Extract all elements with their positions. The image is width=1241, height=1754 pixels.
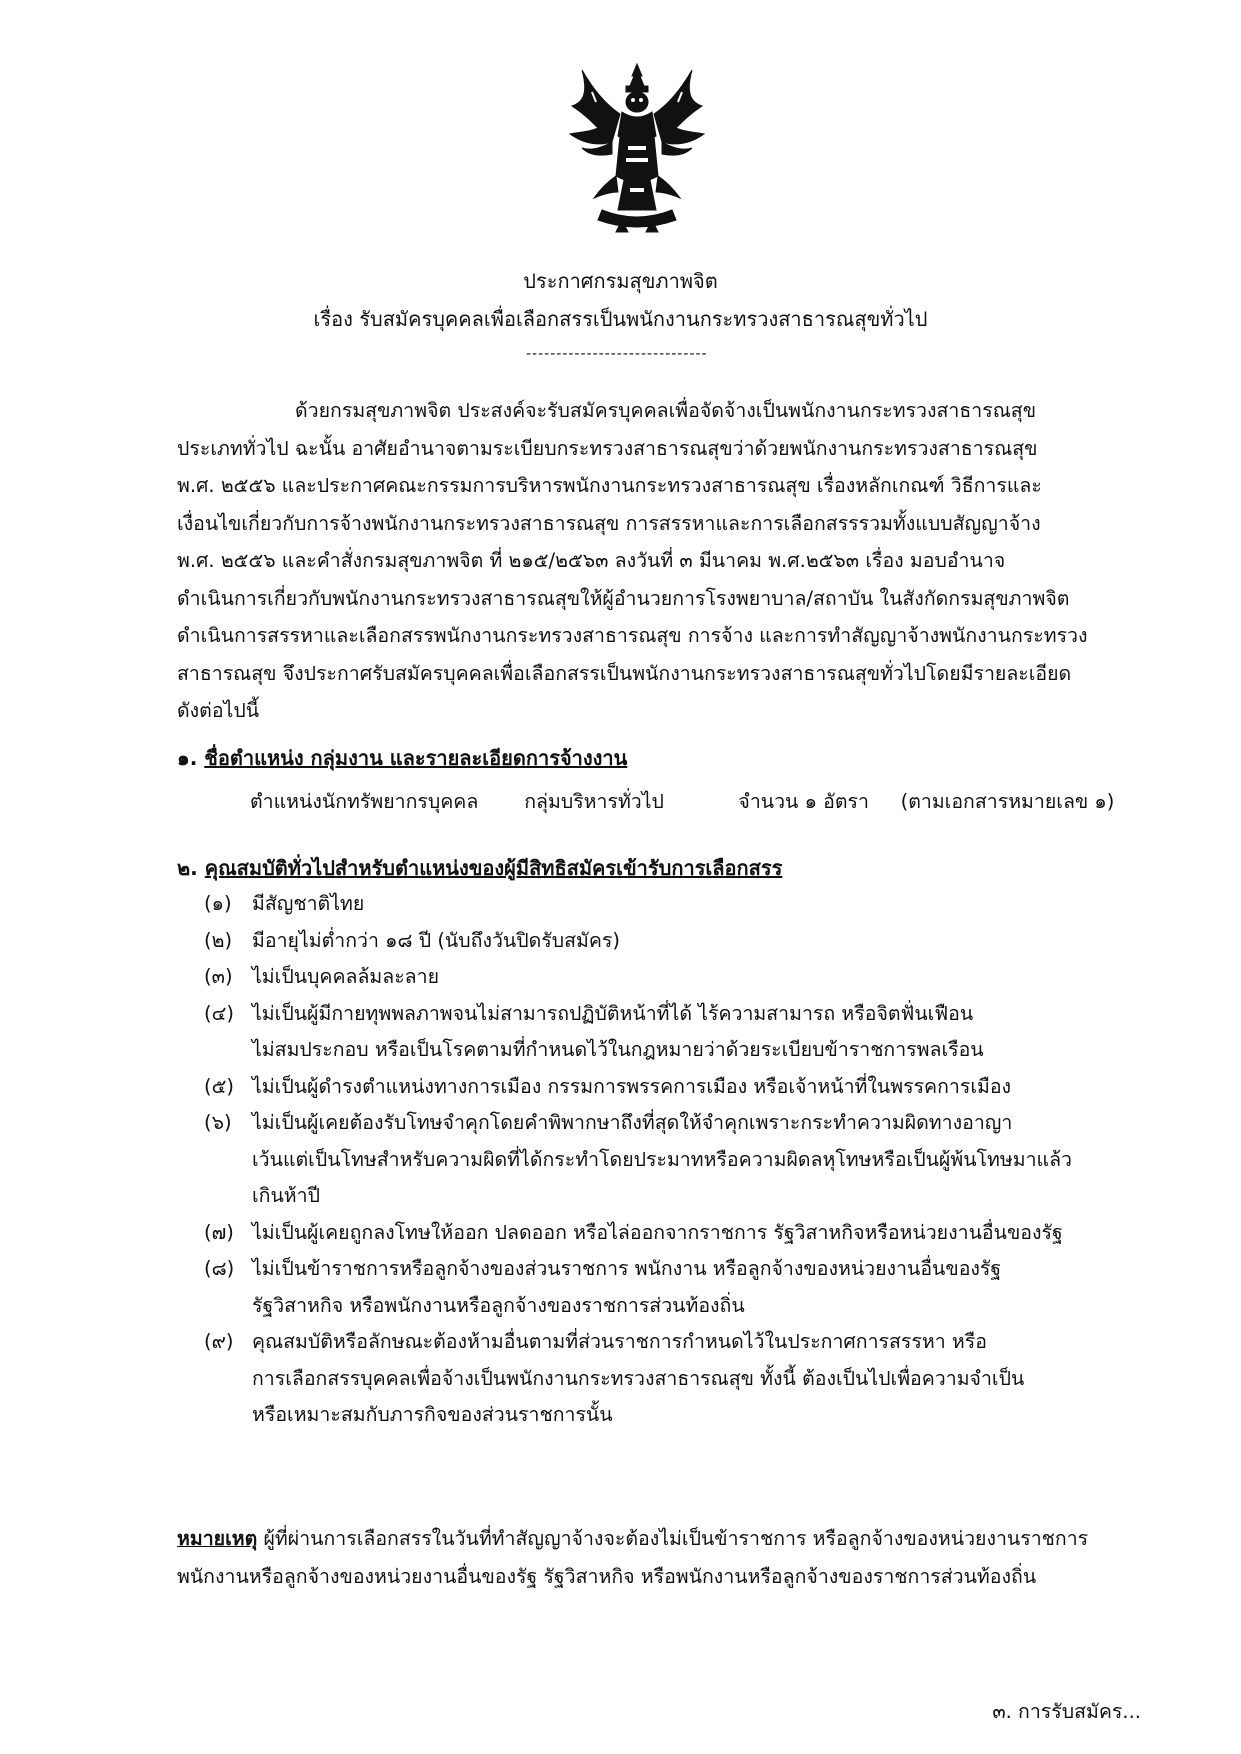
announcement-subject: เรื่อง รับสมัครบุคคลเพื่อเลือกสรรเป็นพนักงานกระทรวงสาธารณสุขทั่วไป [313,307,928,331]
section-title: คุณสมบัติทั่วไปสำหรับตำแหน่งของผู้มีสิทธิสมัครเข้ารับการเลือกสรร [204,856,783,880]
intro-line: พ.ศ. ๒๕๕๖ และประกาศคณะกรรมการบริหารพนักงานกระทรวงสาธารณสุข เรื่องหลักเกณฑ์ วิธีการและ [177,474,1042,497]
position-group: กลุ่มบริหารทั่วไป [524,790,664,813]
title-separator: ------------------------------ [526,346,708,362]
position-reference: (ตามเอกสารหมายเลข ๑) [900,790,1115,813]
item-text: เว้นแต่เป็นโทษสำหรับความผิดที่ได้กระทำโดยประมาทหรือความผิดลหุโทษหรือเป็นผู้พ้นโทษมาแล้ว [252,1147,1072,1171]
qualification-list [204,886,1164,1434]
item-number: (๘) [204,1257,235,1280]
item-text: รัฐวิสาหกิจ หรือพนักงานหรือลูกจ้างของราชการส่วนท้องถิ่น [252,1293,745,1317]
intro-line: ดังต่อไปนี้ [177,699,260,722]
list-item [204,923,1164,960]
item-number: (๒) [204,928,233,952]
item-text: การเลือกสรรบุคคลเพื่อจ้างเป็นพนักงานกระทรวงสาธารณสุข ทั้งนี้ ต้องเป็นไปเพื่อความจำเป็น [252,1366,1025,1390]
item-text: ไม่เป็นผู้เคยถูกลงโทษให้ออก ปลดออก หรือไล่ออกจากราชการ รัฐวิสาหกิจหรือหน่วยงานอื่นของรัฐ [252,1220,1063,1244]
list-item [204,959,1164,996]
item-number: (๖) [204,1111,232,1134]
intro-line: ดำเนินการสรรหาและเลือกสรรพนักงานกระทรวงสาธารณสุข การจ้าง และการทำสัญญาจ้างพนักงานกระทรวง [177,624,1088,647]
position-detail [250,786,1114,817]
item-number: (๙) [204,1330,234,1353]
intro-line: ประเภททั่วไป ฉะนั้น อาศัยอำนาจตามระเบียบกระทรวงสาธารณสุขว่าด้วยพนักงานกระทรวงสาธารณสุข [177,436,1038,460]
item-text: คุณสมบัติหรือลักษณะต้องห้ามอื่นตามที่ส่วนราชการกำหนดไว้ในประกาศการสรรหา หรือ [252,1330,987,1353]
intro-line: เงื่อนไขเกี่ยวกับการจ้างพนักงานกระทรวงสาธารณสุข การสรรหาและการเลือกสรรรวมทั้งแบบสัญญาจ้าง [177,511,1041,535]
item-number: (๑) [204,892,232,915]
item-number: (๕) [204,1074,234,1098]
item-text: เกินห้าปี [252,1184,320,1207]
intro-line: ดำเนินการเกี่ยวกับพนักงานกระทรวงสาธารณสุขให้ผู้อำนวยการโรงพยาบาล/สถาบัน ในสังกัดกรมสุขภาพจิต [177,586,1070,610]
remark-text: พนักงานหรือลูกจ้างของหน่วยงานอื่นของรัฐ รัฐวิสาหกิจ หรือพนักงานหรือลูกจ้างของราชการส่วนท้องถิ่น [177,1564,1037,1588]
list-item [204,1215,1164,1252]
remark-label: หมายเหตุ [177,1527,258,1550]
item-number: (๓) [204,965,233,988]
list-item [204,1105,1164,1215]
item-text: ไม่เป็นผู้ดำรงตำแหน่งทางการเมือง กรรมการพรรคการเมือง หรือเจ้าหน้าที่ในพรรคการเมือง [252,1074,1012,1098]
section-number: ๒. [177,856,198,880]
item-text: ไม่เป็นผู้เคยต้องรับโทษจำคุกโดยคำพิพากษาถึงที่สุดให้จำคุกเพราะกระทำความผิดทางอาญา [252,1111,1013,1134]
item-number: (๔) [204,1001,234,1025]
list-item [204,886,1164,923]
item-number: (๗) [204,1220,234,1244]
item-text: ไม่สมประกอบ หรือเป็นโรคตามที่กำหนดไว้ในกฎหมายว่าด้วยระเบียบข้าราชการพลเรือน [252,1038,984,1061]
list-item [204,1324,1164,1434]
item-text: ไม่เป็นบุคคลล้มละลาย [252,965,440,988]
item-text: หรือเหมาะสมกับภารกิจของส่วนราชการนั้น [252,1403,613,1426]
page-continuation: ๓. การรับสมัคร... [992,1700,1141,1723]
remark-text: ผู้ที่ผ่านการเลือกสรรในวันที่ทำสัญญาจ้างจะต้องไม่เป็นข้าราชการ หรือลูกจ้างของหน่วยงานราชการ [263,1527,1089,1550]
item-text: มีอายุไม่ต่ำกว่า ๑๘ ปี (นับถึงวันปิดรับสมัคร) [252,928,621,952]
item-text: ไม่เป็นข้าราชการหรือลูกจ้างของส่วนราชการ พนักงาน หรือลูกจ้างของหน่วยงานอื่นของรัฐ [252,1257,1002,1280]
intro-paragraph [177,392,1137,730]
list-item [204,1251,1164,1324]
intro-line: สาธารณสุข จึงประกาศรับสมัครบุคคลเพื่อเลือกสรรเป็นพนักงานกระทรวงสาธารณสุขทั่วไปโดยมีรายละเอียด [177,661,1072,685]
garuda-emblem-icon [562,62,712,234]
list-item [204,1069,1164,1106]
intro-line: ด้วยกรมสุขภาพจิต ประสงค์จะรับสมัครบุคคลเพื่อจัดจ้างเป็นพนักงานกระทรวงสาธารณสุข [295,399,1037,422]
remark-block [177,1520,1167,1595]
intro-line: พ.ศ. ๒๕๕๖ และคำสั่งกรมสุขภาพจิต ที่ ๒๑๕/๒๕๖๓ ลงวันที่ ๓ มีนาคม พ.ศ.๒๕๖๓ เรื่อง มอบอำนาจ [177,549,1006,572]
position-name: ตำแหน่งนักทรัพยากรบุคคล [250,790,479,813]
section-number: ๑. [177,746,198,770]
item-text: มีสัญชาติไทย [252,892,365,915]
section-1-heading [177,742,627,774]
position-count: จำนวน ๑ อัตรา [738,790,869,813]
list-item [204,996,1164,1069]
section-title: ชื่อตำแหน่ง กลุ่มงาน และรายละเอียดการจ้างงาน [204,746,628,770]
item-text: ไม่เป็นผู้มีกายทุพพลภาพจนไม่สามารถปฏิบัติหน้าที่ได้ ไร้ความสามารถ หรือจิตฟั่นเฟือน [252,1001,974,1025]
announcement-title: ประกาศกรมสุขภาพจิต [523,269,718,293]
section-2-heading [177,852,782,884]
